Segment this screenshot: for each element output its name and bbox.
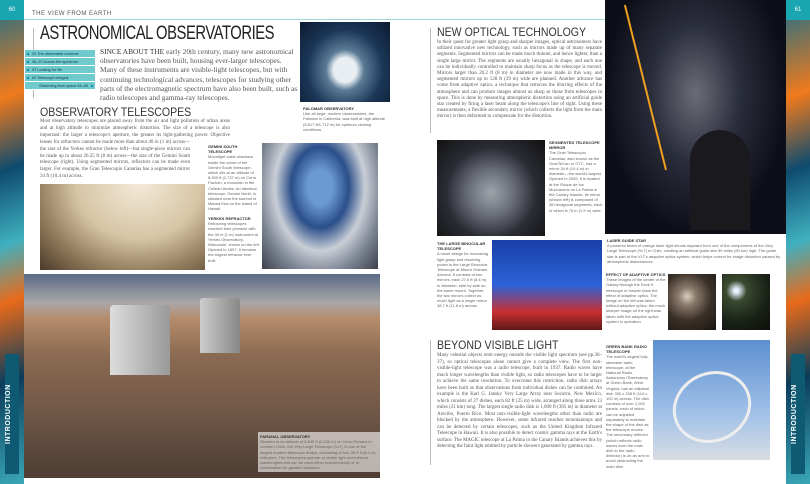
section-body-beyond-visible-light: Many celestial objects emit energy outside the visible light spectrum (see pp.36–37), so optical telescopes alone cannot give a complete view. The first non-visible-light telescope was a radio telescope, built in 1937. Radio waves have much longer wavelengths than visible light, so radio telescopes have to be larger to achieve the same resolution. To overcome this restriction, radio dish arrays have been built so that observations from individual dishes can be combined. An example is the Karl G. Jansky Very Large Array near Socorro, New Mexico, which consists of 27 dishes, each 82 ft (25 m) wide, arranged along three arms 13 miles (21 km) long. The largest single radio dish is 1,000 ft (305 m) in diameter at Arecibo, Puerto Rico. Most non-visible-light wavelengths other than radio are blocked by the atmosphere. However, some infrared reaches mountaintops and can be detected by certain telescopes, such as the United Kingdom Infrared Telescope in Hawaii. It is also possible to detect cosmic gamma rays at the Earth's surface. The MAGIC telescope at La Palma in the Canary Islands achieves this by detecting the faint light emitted by particle showers generated by gamma rays.	[437, 353, 602, 449]
right-decorative-strip	[786, 0, 810, 484]
caption-laser-guide-star	[607, 238, 782, 264]
galaxy-center-without-ao-photo	[668, 274, 716, 330]
vlt-enclosure	[200, 298, 240, 353]
telescope-dome	[690, 130, 750, 230]
caption-text: Refracting telescopes reached their pinnacle with the 40 in (1 m) instrument at Yerkes Observatory, Wisconsin, shown on the left. Opened in 1897, it remains the largest refractor ever built.	[208, 221, 260, 263]
caption-gemini	[208, 144, 260, 212]
caption-text: These images of the center of the Galaxy through the Keck II telescope in Hawaii show the effect of adaptive optics. The image on the left was taken without adaptive optics; the much sharper image on the right was taken with the adaptive optics system in operation.	[606, 277, 666, 324]
intro-lead: SINCE ABOUT THE	[100, 47, 165, 56]
caption-title: LASER GUIDE STAR	[607, 238, 647, 243]
caption-title: PARANAL OBSERVATORY	[260, 434, 311, 439]
caption-title: PALOMAR OBSERVATORY	[303, 106, 355, 111]
large-binocular-telescope-photo	[492, 240, 602, 330]
xref-link[interactable]: ◀ 57 Looking for life	[25, 66, 95, 74]
caption-paranal	[258, 432, 380, 472]
caption-text: The Gran Telescopio Canarias, also known as the GranTeCan or GTC, has a mirror 34 ft (10.4 m) in diameter—the world's largest. Opened in 2009, it is located at the Roque de los Muchachos on La Palma in the Canary Islands. Its mirror (shown left) is composed of 36 hexagonal segments, each of which is 75 in (1.9 m) wide.	[549, 150, 603, 213]
gemini-south-telescope-photo	[262, 143, 378, 269]
vlt-enclosure	[110, 305, 170, 375]
intro-text: early 20th century, many new astronomical observatories have been built, housing ever-larger telescopes. Many of these instruments are visible-light telescopes, but with continuing technological advances, telescopes for studying other parts of the electromagnetic spectrum have also been built, such as radio telescopes and gamma-ray telescopes.	[100, 47, 298, 103]
caption-title: GREEN BANK RADIO TELESCOPE	[606, 344, 647, 355]
header-rule	[24, 19, 405, 20]
xref-link[interactable]: ◀ 22 The observable universe	[25, 50, 95, 58]
xref-link[interactable]: ◀ 62 Telescope designs	[25, 74, 95, 82]
caption-gtc	[549, 140, 603, 213]
section-body-observatory-telescopes	[40, 119, 230, 264]
caption-text: A novel design for increasing light grasp and resolving power is the Large Binocular Telescope at Mount Graham, Arizona. It consists of two mirrors, each 27.6 ft (8.4 m) in diameter, side by side on the same mount. Together, the two mirrors collect as much light as a single mirror 38.7 ft (11.8 m) across.	[437, 251, 489, 309]
caption-palomar	[303, 106, 388, 132]
section-body-text: Most observatory telescopes are placed away from the air and light pollution of urban areas and at high altitude to minimize atmospheric distortion. The size of a telescope is also important: the larger a telescope's aperture, the greater its light-gathering power. Objective lenses for refractors cannot be made more than about 40 in (1 m) across—the size of the Yerkes refractor (below left)—but single-piece mirrors can be made up to about 26.25 ft (8 m) across—the size of the Gemini South telescope (right). Using segmented mirrors, reflectors can be made even larger. For example, the Gran Telescopio Canarias has a segmented mirror 34 ft (10.4 m) across.	[40, 119, 230, 180]
xref-link[interactable]: ◀ 36–37 Across the spectrum	[25, 58, 95, 66]
running-head: THE VIEW FROM EARTH	[32, 11, 112, 17]
section-body-new-optical-technology: In their quest for greater light grasp and sharper images, optical astronomers have utilized innovative new technology, such as mirrors made up of many separate segments. Segmented mirrors can be made much thinner, and hence lighter, than a single large mirror. The segments are usually hexagonal in shape, and each one can be individually controlled to maintain sharp focus as the telescope is moved. Mirrors larger than 26.2 ft (8 m) in diameter are now made in this way, and segmented mirrors up to 128 ft (39 m) wide are planned. Another advance has come from adaptive optics, a technique that removes the blurring effects of the atmosphere and can produce images almost as sharp as those from telescopes in space. This is done by measuring atmospheric distortion using an artificial guide star created by firing a laser beam along the telescope's line of sight. Using these measurements, a flexible secondary mirror (which collects the light from the main mirror) is then deformed to compensate for the distortion.	[437, 40, 602, 120]
intro-paragraph	[100, 47, 300, 102]
palomar-observatory-photo	[300, 22, 390, 102]
caption-green-bank	[606, 344, 651, 469]
xref-link[interactable]: ▶ Observing from space 64–65	[25, 82, 95, 90]
page-number-left: 60	[0, 0, 24, 20]
caption-text: Moonlight casts shadows inside the dome of the Gemini South telescope, which sits at an altitude of 8,900 ft (2,737 m) on Cerro Pachón, a mountain in the Chilean Andes. An identical telescope, Gemini North, is situated near the summit of Mauna Kea on the island of Hawaii.	[208, 154, 257, 212]
caption-text: Like all large, modern observatories, the Palomar in California, was built at high altitude (5,617 ft/1,712 m) for optimum viewing conditions.	[303, 111, 386, 132]
margin-rule	[430, 28, 431, 133]
header-rule	[405, 19, 605, 20]
caption-text: Situated at an altitude of 8,645 ft (2,635 m) on Cerro Paranal in northern Chile, the Very Large Telescope (VLT) is one of the largest modern telescope arrays, consisting of four 26.9 ft (8.2 m) reflectors. The telescopes operate at visible light and infrared wavelengths and can be used either independently or in combination for greater resolution.	[260, 439, 376, 471]
cross-reference-box	[25, 50, 95, 90]
gtc-mirror-photo	[437, 140, 545, 236]
caption-title: EFFECT OF ADAPTIVE OPTICS	[606, 272, 666, 277]
caption-text: A powerful beam of orange laser light shoots skyward from one of the components of the Very Large Telescope (VLT) in Chile, creating an artificial guide star 55 miles (90 km) high. The guide star is part of the VLT's adaptive optics system, which helps correct for image distortion caused by atmospheric disturbances.	[607, 243, 781, 264]
caption-text: The world's largest fully steerable radio telescope, at the National Radio Astronomy Observatory at Green Bank, West Virginia, has an elliptical dish 330 x 328 ft (110 x 100 m) across. The dish consists of over 2,000 panels, each of which can be adjusted separately to maintain the shape of the dish as the telescope moves. The secondary reflector (which reflects radio waves from the main dish to the radio detector) is on an arm to avoid obstructing the main dish.	[606, 354, 650, 469]
caption-lbt	[437, 241, 489, 309]
caption-title: SEGMENTED TELESCOPE MIRROR	[549, 140, 600, 151]
caption-title: GEMINI SOUTH TELESCOPE	[208, 144, 238, 155]
caption-adaptive-optics	[606, 272, 666, 324]
caption-title: THE LARGE BINOCULAR TELESCOPE	[437, 241, 486, 252]
page-number-right: 61	[786, 0, 810, 20]
section-title-observatory-telescopes: OBSERVATORY TELESCOPES	[40, 105, 192, 119]
galaxy-center-with-ao-photo	[722, 274, 770, 330]
left-decorative-strip	[0, 0, 24, 484]
caption-yerkes	[208, 216, 260, 263]
caption-title: YERKES REFRACTOR	[208, 216, 251, 221]
side-label-left: INTRODUCTION	[5, 354, 19, 474]
side-label-right: INTRODUCTION	[791, 354, 805, 474]
margin-rule	[430, 340, 431, 465]
page-title: ASTRONOMICAL OBSERVATORIES	[40, 23, 275, 44]
section-title-new-optical-technology: NEW OPTICAL TECHNOLOGY	[437, 25, 587, 39]
section-title-beyond-visible-light: BEYOND VISIBLE LIGHT	[437, 338, 559, 352]
